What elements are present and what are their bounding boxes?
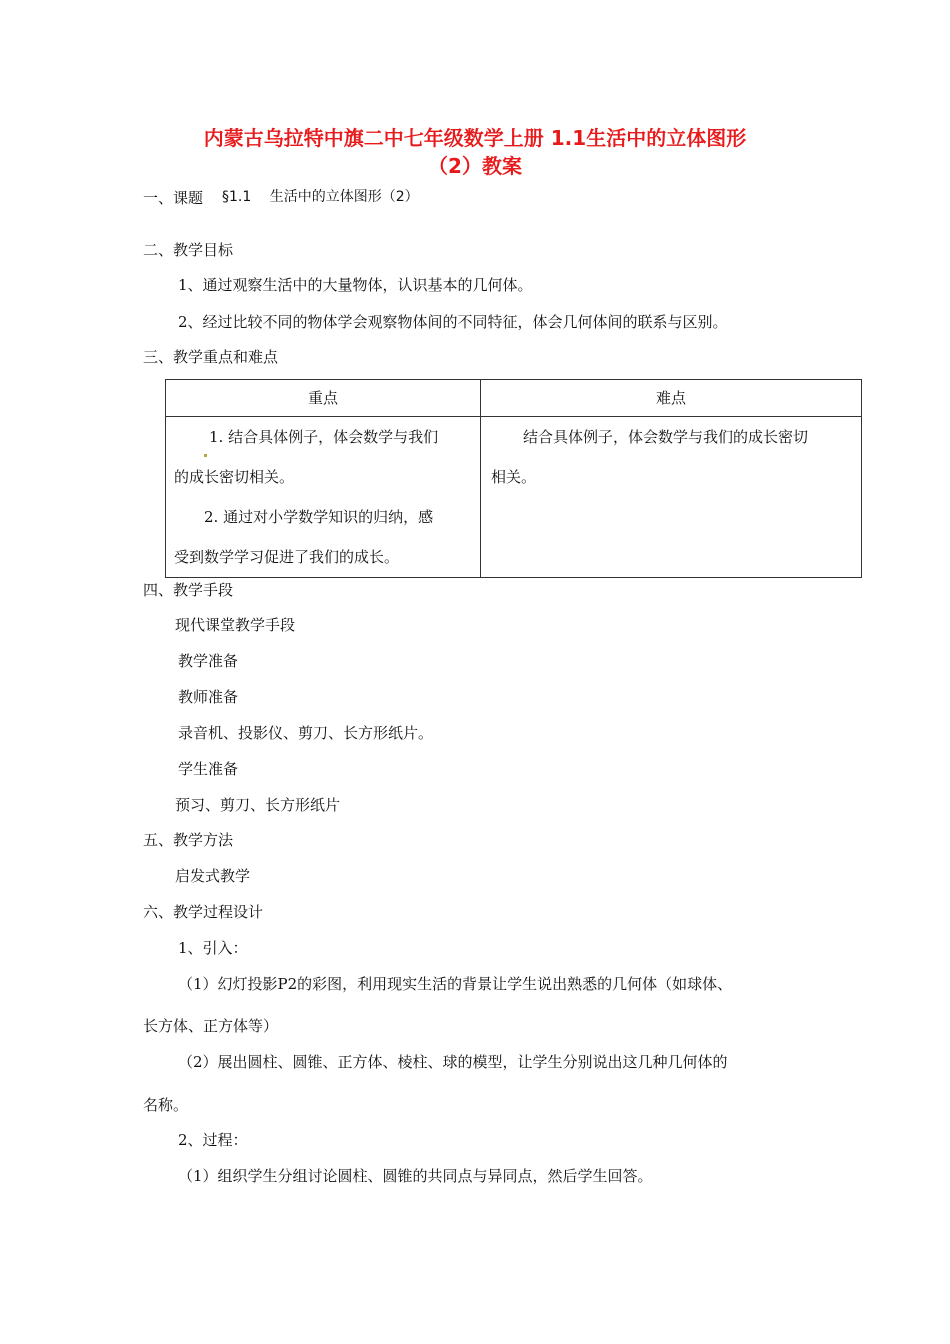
means-line-5: 学生准备 bbox=[178, 760, 239, 778]
means-line-6: 预习、剪刀、长方形纸片 bbox=[175, 796, 341, 814]
intro-paragraph-2a: （2）展出圆柱、圆锥、正方体、棱柱、球的模型，让学生分别说出这几种几何体的 bbox=[178, 1053, 728, 1071]
difficulty-cell bbox=[481, 417, 862, 578]
means-line-1: 现代课堂教学手段 bbox=[175, 616, 296, 634]
intro-paragraph-1b: 长方体、正方体等） bbox=[143, 1017, 279, 1035]
title-line-1: 内蒙古乌拉特中旗二中七年级数学上册 1.1生活中的立体图形 bbox=[203, 126, 747, 150]
key-point-line-1: 1. 结合具体例子，体会数学与我们 bbox=[209, 428, 439, 446]
key-point-line-4: 受到数学学习促进了我们的成长。 bbox=[174, 548, 400, 566]
table-header-key: 重点 bbox=[166, 380, 481, 417]
section-1-topic: §1.1 生活中的立体图形（2） bbox=[222, 189, 419, 205]
key-points-table bbox=[165, 379, 862, 578]
objective-item-2: 2、经过比较不同的物体学会观察物体间的不同特征，体会几何体间的联系与区别。 bbox=[178, 313, 728, 331]
section-5-heading: 五、教学方法 bbox=[143, 831, 234, 849]
title-line-2: （2）教案 bbox=[428, 154, 522, 178]
key-point-line-2: 的成长密切相关。 bbox=[174, 468, 295, 486]
process-label: 2、过程： bbox=[178, 1131, 248, 1149]
section-4-heading: 四、教学手段 bbox=[143, 581, 234, 599]
means-line-3: 教师准备 bbox=[178, 688, 239, 706]
difficulty-line-1: 结合具体例子，体会数学与我们的成长密切 bbox=[523, 428, 809, 446]
intro-label: 1、引入： bbox=[178, 939, 248, 957]
section-1-heading: 一、课题 bbox=[143, 189, 204, 207]
process-paragraph-1: （1）组织学生分组讨论圆柱、圆锥的共同点与异同点，然后学生回答。 bbox=[178, 1167, 653, 1185]
difficulty-line-2: 相关。 bbox=[491, 468, 537, 486]
method-line-1: 启发式教学 bbox=[175, 867, 251, 885]
section-3-heading: 三、教学重点和难点 bbox=[143, 348, 279, 366]
key-points-cell bbox=[166, 417, 481, 578]
section-2-heading: 二、教学目标 bbox=[143, 241, 234, 259]
section-6-heading: 六、教学过程设计 bbox=[143, 903, 264, 921]
means-line-4: 录音机、投影仪、剪刀、长方形纸片。 bbox=[178, 724, 434, 742]
means-line-2: 教学准备 bbox=[178, 652, 239, 670]
key-point-line-3: 2. 通过对小学数学知识的归纳，感 bbox=[204, 508, 434, 526]
intro-paragraph-2b: 名称。 bbox=[143, 1096, 189, 1114]
objective-item-1: 1、通过观察生活中的大量物体，认识基本的几何体。 bbox=[178, 276, 533, 294]
intro-paragraph-1a: （1）幻灯投影P2的彩图，利用现实生活的背景让学生说出熟悉的几何体（如球体、 bbox=[178, 975, 733, 993]
table-header-difficulty: 难点 bbox=[481, 380, 862, 417]
